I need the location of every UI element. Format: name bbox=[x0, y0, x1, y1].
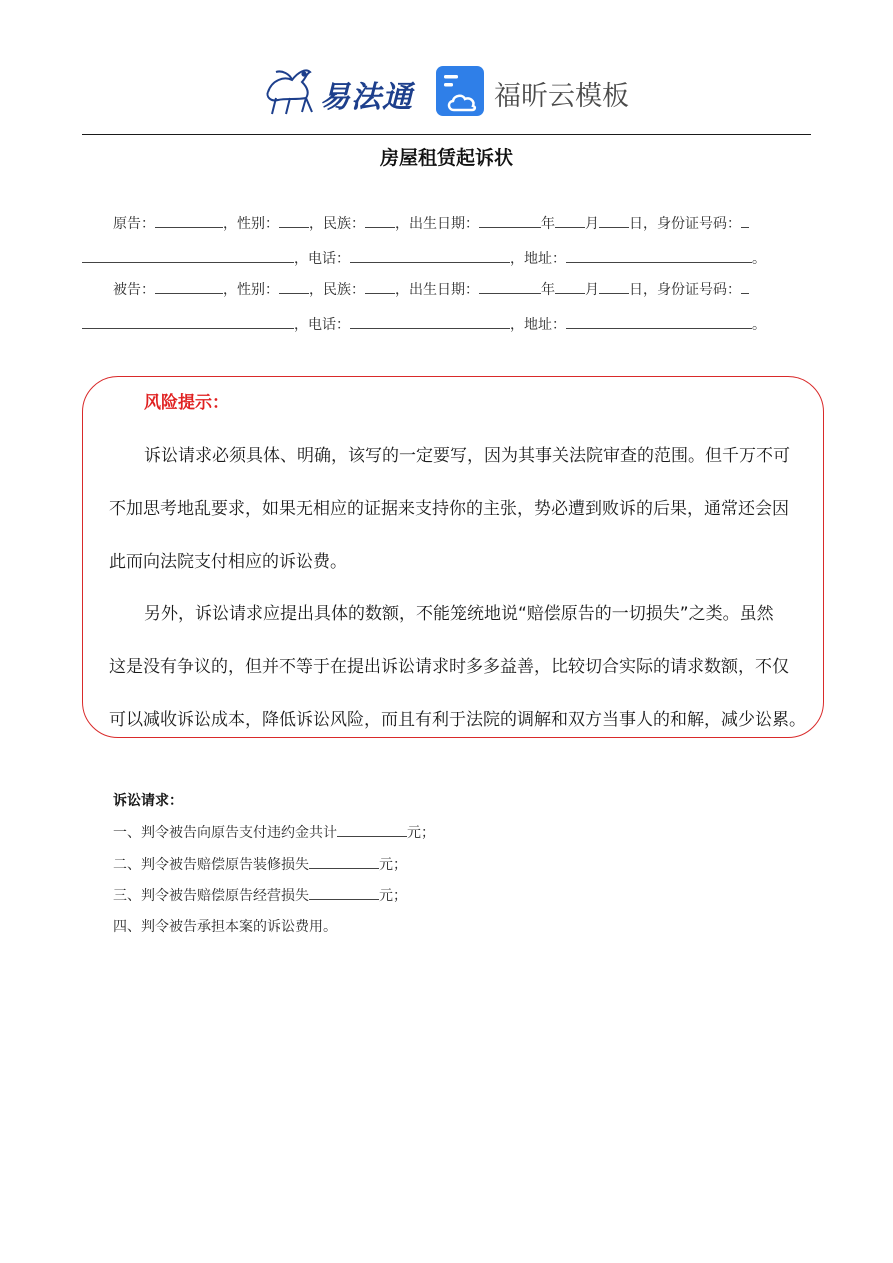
month-label: 月 bbox=[585, 216, 599, 232]
address-label: ，地址： bbox=[510, 317, 566, 333]
risk-text-line: 另外，诉讼请求应提出具体的数额，不能笼统地说“赔偿原告的一切损失”之类。虽然 bbox=[144, 604, 774, 624]
plaintiff-birth-year-field[interactable] bbox=[479, 215, 541, 228]
cloud-document-icon bbox=[436, 66, 484, 118]
defendant-line-1 bbox=[82, 279, 842, 299]
defendant-gender-field[interactable] bbox=[279, 281, 309, 294]
plaintiff-gender-field[interactable] bbox=[279, 215, 309, 228]
line-end: 。 bbox=[752, 317, 766, 333]
request-text: 四、判令被告承担本案的诉讼费用。 bbox=[113, 919, 337, 935]
qilin-horse-icon bbox=[262, 62, 322, 118]
plaintiff-phone-field[interactable] bbox=[350, 250, 510, 263]
penalty-amount-field[interactable] bbox=[337, 824, 407, 837]
risk-text-line: 此而向法院支付相应的诉讼费。 bbox=[109, 552, 347, 572]
request-unit: 元； bbox=[407, 825, 435, 841]
request-item bbox=[113, 822, 435, 842]
phone-label: ，电话： bbox=[294, 251, 350, 267]
plaintiff-line-2 bbox=[82, 248, 811, 268]
gender-label: ，性别： bbox=[223, 282, 279, 298]
year-label: 年 bbox=[541, 282, 555, 298]
document-title: 房屋租赁起诉状 bbox=[379, 147, 513, 169]
risk-notice-title: 风险提示： bbox=[144, 393, 229, 413]
id-label: 日，身份证号码： bbox=[629, 216, 741, 232]
defendant-birth-year-field[interactable] bbox=[479, 281, 541, 294]
address-label: ，地址： bbox=[510, 251, 566, 267]
request-text: 二、判令被告赔偿原告装修损失 bbox=[113, 857, 309, 873]
plaintiff-address-field[interactable] bbox=[566, 250, 752, 263]
yifatong-logo bbox=[262, 62, 414, 118]
plaintiff-id-field[interactable] bbox=[741, 215, 749, 228]
plaintiff-line-1 bbox=[82, 213, 842, 233]
month-label: 月 bbox=[585, 282, 599, 298]
defendant-id-field-cont[interactable] bbox=[82, 316, 294, 329]
renovation-loss-field[interactable] bbox=[309, 856, 379, 869]
birth-label: ，出生日期： bbox=[395, 282, 479, 298]
defendant-role: 被告： bbox=[113, 282, 155, 298]
ethnicity-label: ，民族： bbox=[309, 282, 365, 298]
request-unit: 元； bbox=[379, 888, 407, 904]
defendant-birth-day-field[interactable] bbox=[599, 281, 629, 294]
plaintiff-id-field-cont[interactable] bbox=[82, 250, 294, 263]
year-label: 年 bbox=[541, 216, 555, 232]
defendant-line-2 bbox=[82, 314, 811, 334]
request-item bbox=[113, 916, 337, 936]
request-text: 三、判令被告赔偿原告经营损失 bbox=[113, 888, 309, 904]
header-divider bbox=[82, 134, 811, 135]
gender-label: ，性别： bbox=[223, 216, 279, 232]
plaintiff-role: 原告： bbox=[113, 216, 155, 232]
risk-text-line: 可以减收诉讼成本，降低诉讼风险，而且有利于法院的调解和双方当事人的和解，减少讼累。 bbox=[109, 710, 806, 730]
yifatong-logo-text: 易法通 bbox=[320, 80, 413, 115]
request-item bbox=[113, 854, 407, 874]
requests-title: 诉讼请求： bbox=[113, 793, 183, 809]
defendant-name-field[interactable] bbox=[155, 281, 223, 294]
foxit-template-logo bbox=[436, 66, 636, 118]
ethnicity-label: ，民族： bbox=[309, 216, 365, 232]
plaintiff-birth-day-field[interactable] bbox=[599, 215, 629, 228]
foxit-template-logo-text: 福昕云模板 bbox=[494, 81, 629, 112]
defendant-id-field[interactable] bbox=[741, 281, 749, 294]
phone-label: ，电话： bbox=[294, 317, 350, 333]
risk-text-line: 这是没有争议的，但并不等于在提出诉讼请求时多多益善，比较切合实际的请求数额，不仅 bbox=[109, 657, 789, 677]
defendant-address-field[interactable] bbox=[566, 316, 752, 329]
plaintiff-ethnicity-field[interactable] bbox=[365, 215, 395, 228]
line-end: 。 bbox=[752, 251, 766, 267]
risk-text-line: 诉讼请求必须具体、明确，该写的一定要写，因为其事关法院审查的范围。但千万不可 bbox=[144, 446, 790, 466]
defendant-birth-month-field[interactable] bbox=[555, 281, 585, 294]
defendant-ethnicity-field[interactable] bbox=[365, 281, 395, 294]
business-loss-field[interactable] bbox=[309, 887, 379, 900]
defendant-phone-field[interactable] bbox=[350, 316, 510, 329]
plaintiff-birth-month-field[interactable] bbox=[555, 215, 585, 228]
plaintiff-name-field[interactable] bbox=[155, 215, 223, 228]
birth-label: ，出生日期： bbox=[395, 216, 479, 232]
risk-text-line: 不加思考地乱要求，如果无相应的证据来支持你的主张，势必遭到败诉的后果，通常还会因 bbox=[109, 499, 789, 519]
id-label: 日，身份证号码： bbox=[629, 282, 741, 298]
request-item bbox=[113, 885, 407, 905]
request-text: 一、判令被告向原告支付违约金共计 bbox=[113, 825, 337, 841]
request-unit: 元； bbox=[379, 857, 407, 873]
